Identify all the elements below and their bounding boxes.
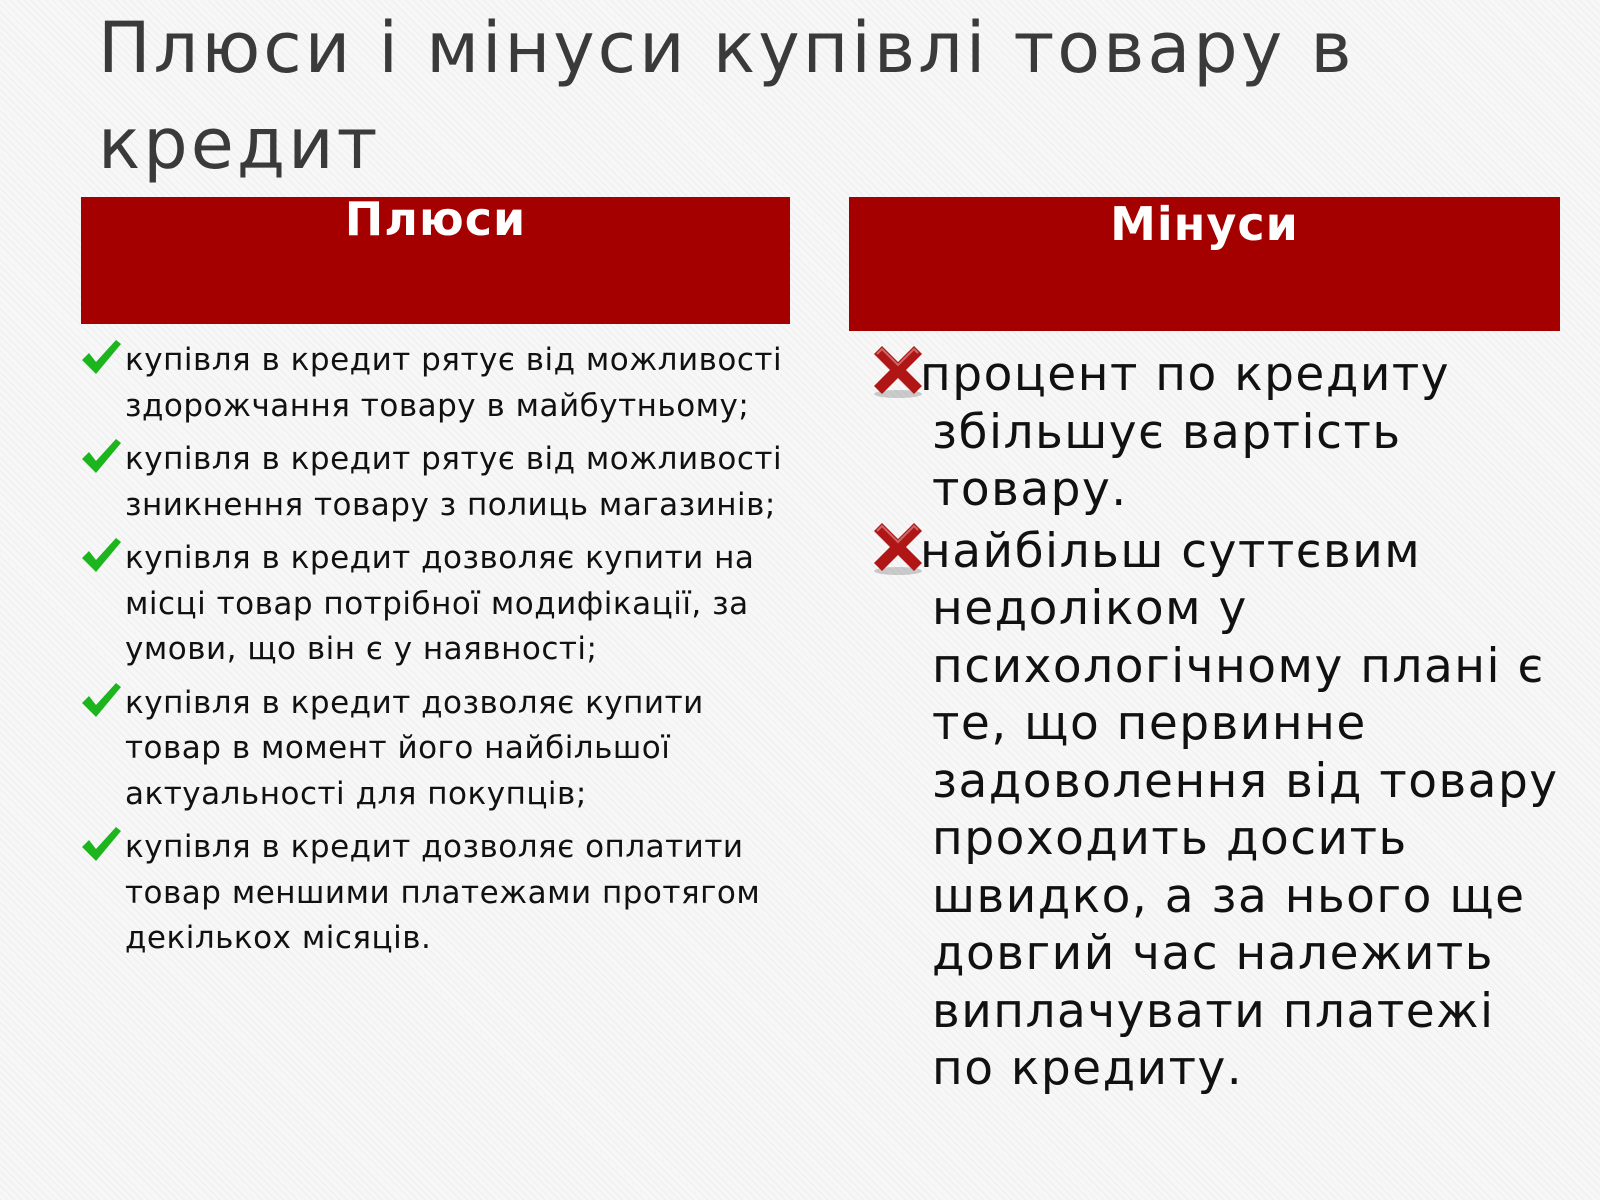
- cons-item: [885, 519, 1565, 1098]
- check-icon: [80, 437, 122, 479]
- pros-item: [80, 338, 800, 429]
- pros-item: [80, 825, 800, 962]
- cross-icon: [868, 342, 928, 402]
- pros-header: [81, 192, 790, 324]
- pros-item-text: купівля в кредит дозволяє купити товар в момент його найбільшої актуальності для покупців;: [125, 684, 704, 812]
- cons-list: [885, 342, 1565, 1098]
- pros-item: [80, 681, 800, 818]
- check-icon: [80, 825, 122, 867]
- pros-header-label: Плюси: [344, 192, 527, 246]
- pros-item-text: купівля в кредит дозволяє оплатити товар меншими платежами протягом декількох місяців.: [125, 829, 761, 956]
- pros-item: [80, 536, 800, 673]
- cons-item-text: найбільш суттєвим недоліком у психологічному плані є те, що первинне задоволення від товару проходить досить швидко, а за нього ще довгий час належить виплачувати платежі по кредиту.: [920, 523, 1559, 1096]
- cons-item: [885, 342, 1565, 519]
- pros-list: [80, 338, 800, 970]
- check-icon: [80, 338, 122, 380]
- pros-item-text: купівля в кредит рятує від можливості здорожчання товару в майбутньому;: [125, 342, 783, 424]
- pros-item: [80, 437, 800, 528]
- check-icon: [80, 681, 122, 723]
- slide-title: Плюси і мінуси купівлі товару в кредит: [98, 7, 1355, 185]
- check-icon: [80, 536, 122, 578]
- cons-header: [849, 197, 1560, 331]
- cons-item-text: процент по кредиту збільшує вартість товару.: [920, 347, 1451, 517]
- pros-item-text: купівля в кредит рятує від можливості зникнення товару з полиць магазинів;: [125, 441, 783, 523]
- cons-header-label: Мінуси: [1110, 197, 1299, 251]
- pros-item-text: купівля в кредит дозволяє купити на місці товар потрібної модифікації, за умови, що він є у наявності;: [125, 540, 755, 667]
- cross-icon: [868, 519, 928, 579]
